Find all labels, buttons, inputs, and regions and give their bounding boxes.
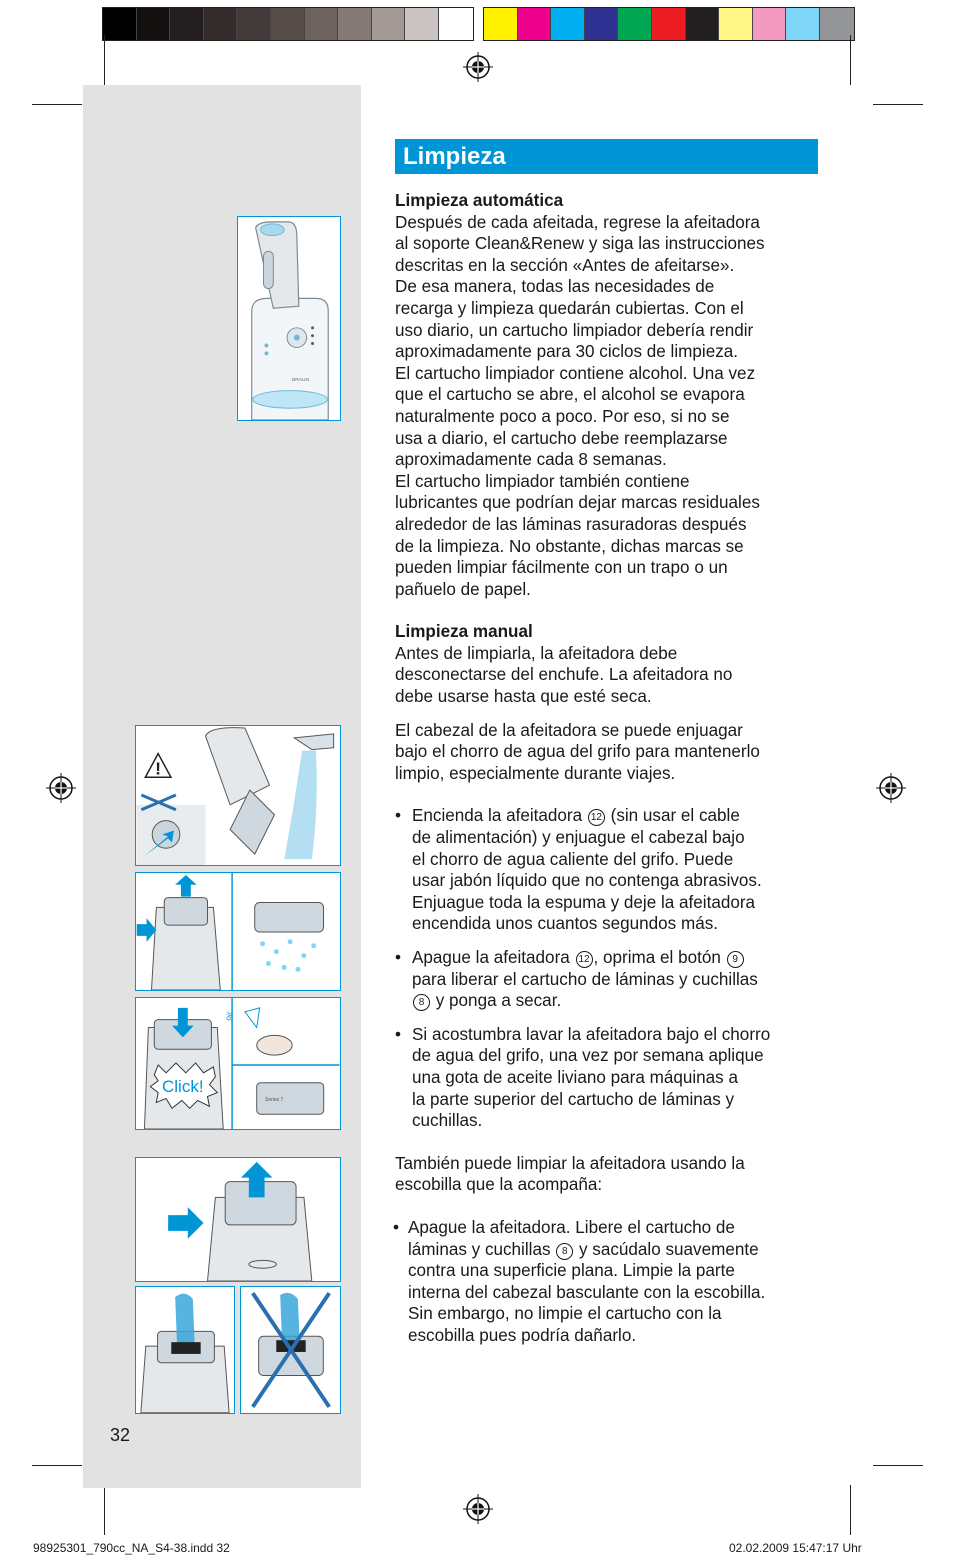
svg-text:!: ! (155, 758, 162, 779)
color-swatch (585, 8, 619, 40)
crop-mark (850, 1485, 851, 1535)
color-swatch (618, 8, 652, 40)
text-line: aproximadamente cada 8 semanas. (395, 450, 667, 470)
ref-number-badge: 8 (413, 994, 430, 1011)
color-swatch (753, 8, 787, 40)
gray-swatch (372, 8, 406, 40)
text-line: la parte superior del cartucho de láminas y (412, 1089, 735, 1109)
release-cassette-bullet (395, 947, 825, 1012)
main-content (395, 190, 825, 1347)
click-label: Click! (162, 1077, 204, 1096)
color-swatch (786, 8, 820, 40)
text-line: alrededor de las láminas rasuradoras después (395, 514, 747, 534)
auto-cleaning-heading: Limpieza automática (395, 191, 564, 210)
color-swatch (719, 8, 753, 40)
registration-mark-icon (46, 773, 76, 803)
text-line: interna del cabezal basculante con la escobilla. (408, 1282, 766, 1302)
text-line: Apague la afeitadora. Libere el cartucho de (408, 1217, 735, 1237)
text-line: limpio, especialmente durante viajes. (395, 763, 676, 783)
crop-mark (104, 35, 105, 85)
series-label: Series 7 (265, 1097, 284, 1103)
text-line: al soporte Clean&Renew y siga las instrucciones (395, 234, 765, 254)
gray-swatch (204, 8, 238, 40)
bullet-dot: • (395, 1024, 401, 1044)
gray-swatch (338, 8, 372, 40)
ref-number-badge: 12 (588, 809, 605, 826)
oil-bullet (395, 1024, 825, 1132)
brush-head-illustration (135, 1286, 235, 1414)
gray-swatch (137, 8, 171, 40)
text-line: escobilla pues podría dañarlo. (408, 1325, 637, 1345)
rinse-under-tap-illustration (135, 725, 341, 866)
color-swatch (484, 8, 518, 40)
text-line: una gota de aceite liviano para máquinas a (412, 1067, 738, 1087)
grayscale-calibration-bar (102, 7, 474, 41)
text-line: usa a diario, el cartucho debe reemplazarse (395, 428, 728, 448)
text-line: encendida unos cuantos segundos más. (412, 914, 719, 934)
section-title-bar (395, 139, 818, 174)
manual-cleaning-heading: Limpieza manual (395, 622, 533, 642)
text-line: naturalmente poco a poco. Por eso, si no se (395, 406, 730, 426)
text-line: descritas en la sección «Antes de afeitarse». (395, 255, 735, 275)
text-line: El cartucho limpiador también contiene (395, 471, 690, 491)
crop-mark (104, 1485, 105, 1535)
ref-number-badge: 8 (556, 1243, 573, 1260)
text-line: También puede limpiar la afeitadora usando la (395, 1153, 745, 1173)
text-line: cuchillas. (412, 1111, 483, 1131)
footer-file-info: 98925301_790cc_NA_S4-38.indd 32 (33, 1541, 230, 1555)
gray-swatch (405, 8, 439, 40)
bullet-dot: • (395, 806, 401, 826)
text-fragment: láminas y cuchillas (408, 1239, 551, 1259)
text-line: bajo el chorro de agua del grifo para mantenerlo (395, 742, 760, 762)
no-brush-on-cassette-illustration (240, 1286, 341, 1414)
bullet-dot: • (393, 1217, 399, 1237)
gray-swatch (305, 8, 339, 40)
ref-number-badge: 9 (727, 951, 744, 968)
gray-swatch (439, 8, 473, 40)
svg-text:BRAUN: BRAUN (291, 377, 310, 383)
color-swatch (518, 8, 552, 40)
text-line: desconectarse del enchufe. La afeitadora no (395, 665, 733, 685)
text-line: aproximadamente para 30 ciclos de limpieza. (395, 342, 739, 362)
oil-cassette-illustration (135, 997, 341, 1130)
color-calibration-bar (483, 7, 855, 41)
rinse-bullet (395, 805, 825, 935)
clean-renew-station-illustration (237, 216, 341, 421)
text-line: escobilla que la acompaña: (395, 1175, 603, 1195)
brush-cleaning-illustration (135, 1157, 341, 1282)
text-line: usar jabón líquido que no contenga abrasivos. (412, 871, 762, 891)
text-fragment: (sin usar el cable (610, 806, 740, 826)
text-fragment: y ponga a secar. (435, 991, 562, 1011)
text-line: el chorro de agua caliente del grifo. Puede (412, 849, 734, 869)
registration-mark-icon (463, 52, 493, 82)
color-swatch (686, 8, 720, 40)
release-cassette-illustration (135, 872, 341, 991)
text-line: que el cartucho se abre, el alcohol se evapora (395, 385, 745, 405)
registration-mark-icon (876, 773, 906, 803)
text-line: pañuelo de papel. (395, 579, 531, 599)
oil-label: oil (223, 1011, 235, 1022)
color-swatch (652, 8, 686, 40)
registration-mark-icon (463, 1494, 493, 1524)
text-line: Después de cada afeitada, regrese la afeitadora (395, 212, 760, 232)
text-line: de agua del grifo, una vez por semana aplique (412, 1046, 764, 1066)
text-line: De esa manera, todas las necesidades de (395, 277, 715, 297)
text-line: para liberar el cartucho de láminas y cuchillas (412, 969, 758, 989)
text-line: Si acostumbra lavar la afeitadora bajo el chorro (412, 1024, 771, 1044)
text-line: uso diario, un cartucho limpiador debería rendir (395, 320, 754, 340)
text-line: contra una superficie plana. Limpie la parte (408, 1261, 735, 1281)
text-line: recarga y limpieza quedarán cubiertas. Con el (395, 298, 744, 318)
text-line: de la limpieza. No obstante, dichas marcas se (395, 536, 744, 556)
color-swatch (820, 8, 854, 40)
text-line: debe usarse hasta que esté seca. (395, 687, 652, 707)
footer-timestamp: 02.02.2009 15:47:17 Uhr (729, 1541, 862, 1555)
gray-swatch (237, 8, 271, 40)
text-line: de alimentación) y enjuague el cabezal bajo (412, 828, 745, 848)
brush-bullet (393, 1217, 825, 1347)
text-line: lubricantes que podrían dejar marcas residuales (395, 493, 760, 513)
text-line: Enjuague toda la espuma y deje la afeitadora (412, 892, 756, 912)
page-number: 32 (110, 1425, 131, 1445)
color-swatch (551, 8, 585, 40)
text-line: Antes de limpiarla, la afeitadora debe (395, 643, 678, 663)
text-fragment: y sacúdalo suavemente (579, 1239, 759, 1259)
text-line: El cartucho limpiador contiene alcohol. Una vez (395, 363, 756, 383)
crop-mark (32, 1465, 82, 1466)
bullet-dot: • (395, 948, 401, 967)
gray-swatch (103, 8, 137, 40)
text-fragment: Apague la afeitadora (412, 948, 570, 967)
crop-mark (873, 1465, 923, 1466)
text-line: El cabezal de la afeitadora se puede enjuagar (395, 720, 743, 740)
crop-mark (873, 104, 923, 105)
crop-mark (32, 104, 82, 105)
text-fragment: , oprima el botón (593, 948, 721, 967)
crop-mark (850, 35, 851, 85)
auto-cleaning-body (395, 212, 825, 601)
text-line: Sin embargo, no limpie el cartucho con la (408, 1304, 722, 1324)
text-line: pueden limpiar fácilmente con un trapo o un (395, 558, 728, 578)
gray-swatch (271, 8, 305, 40)
page-title: Limpieza (403, 143, 506, 170)
ref-number-badge: 12 (576, 951, 593, 968)
text-fragment: Encienda la afeitadora (412, 806, 583, 826)
gray-swatch (170, 8, 204, 40)
